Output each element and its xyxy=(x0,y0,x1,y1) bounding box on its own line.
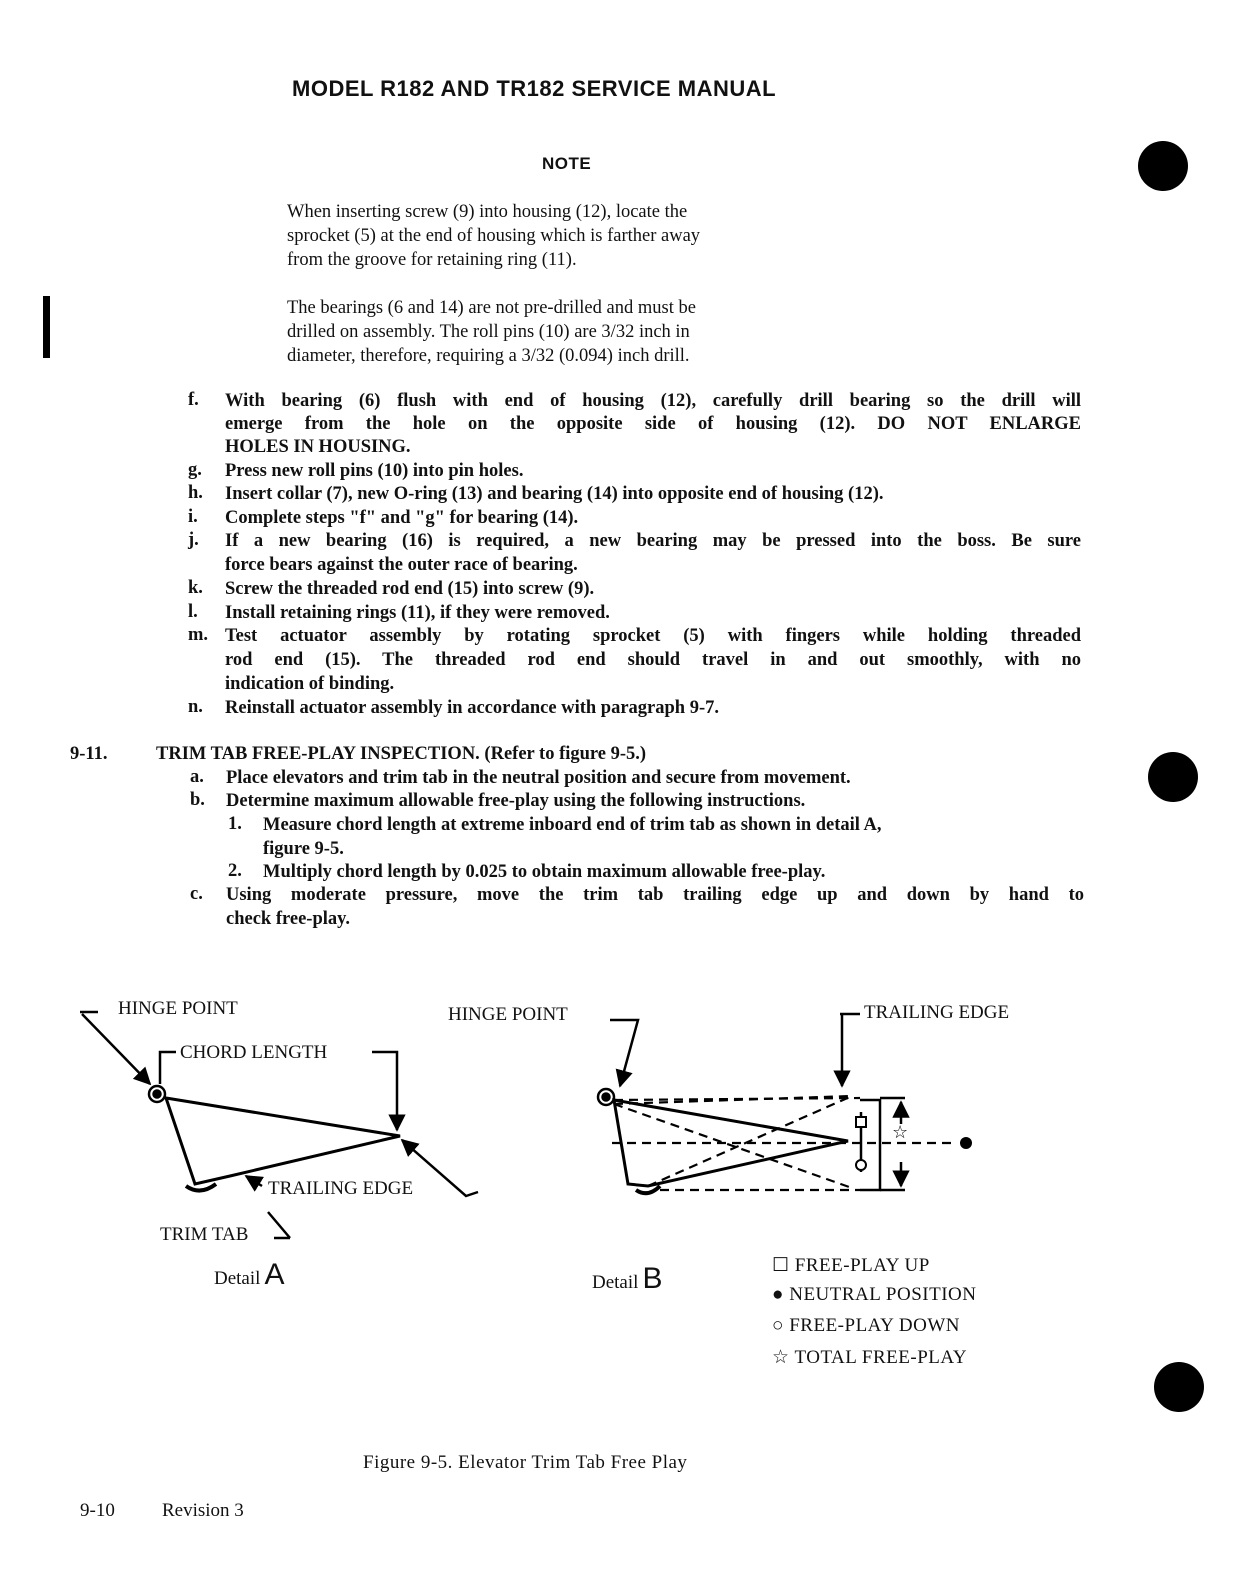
step-text: Screw the threaded rod end (15) into screw (9). xyxy=(225,579,595,599)
note-line: drilled on assembly. The roll pins (10) are 3/32 inch in xyxy=(287,322,690,342)
step-text: Complete steps "f" and "g" for bearing (14). xyxy=(225,508,579,528)
subitem-text: Multiply chord length by 0.025 to obtain maximum allowable free-play. xyxy=(263,862,826,882)
note-line: from the groove for retaining ring (11). xyxy=(287,250,577,270)
step-text: Install retaining rings (11), if they were removed. xyxy=(225,603,610,623)
note-line: diameter, therefore, requiring a 3/32 (0.094) inch drill. xyxy=(287,346,690,366)
star-icon: ☆ xyxy=(772,1347,790,1368)
step-text: Using moderate pressure, move the trim tab trailing edge up and down by hand to xyxy=(226,885,1084,905)
legend-item xyxy=(772,1254,930,1277)
step-text: Reinstall actuator assembly in accordance with paragraph 9-7. xyxy=(225,698,719,718)
free-play-down-marker xyxy=(856,1160,866,1170)
filled-circle-icon: ● xyxy=(772,1284,784,1305)
total-free-play-marker: ☆ xyxy=(892,1122,909,1143)
detail-a-chord-label: CHORD LENGTH xyxy=(180,1042,328,1063)
note-line: When inserting screw (9) into housing (12), locate the xyxy=(287,202,688,222)
step-letter: h. xyxy=(188,483,203,503)
detail-word: Detail xyxy=(214,1268,261,1289)
detail-b-caption xyxy=(592,1262,662,1296)
legend-item xyxy=(772,1346,967,1369)
section-number: 9-11. xyxy=(70,744,108,764)
subitem-number: 2. xyxy=(228,861,242,881)
neutral-point-marker xyxy=(960,1137,972,1149)
detail-a-caption xyxy=(214,1258,284,1292)
step-text: If a new bearing (16) is required, a new bearing may be pressed into the boss. Be sure xyxy=(225,531,1081,551)
note-heading: NOTE xyxy=(542,154,592,173)
detail-b-hinge-label: HINGE POINT xyxy=(448,1004,568,1025)
step-text: rod end (15). The threaded rod end should travel in and out smoothly, with no xyxy=(225,650,1081,670)
page-title: MODEL R182 AND TR182 SERVICE MANUAL xyxy=(292,76,777,101)
note-line: sprocket (5) at the end of housing which is farther away xyxy=(287,226,701,246)
detail-b-trailing-edge-label: TRAILING EDGE xyxy=(864,1002,1010,1023)
step-text: With bearing (6) flush with end of housing (12), carefully drill bearing so the drill will xyxy=(225,391,1081,411)
page-number: 9-10 xyxy=(80,1500,115,1521)
detail-a-trim-tab-label: TRIM TAB xyxy=(160,1224,249,1245)
revision-label: Revision 3 xyxy=(162,1500,244,1521)
step-letter: m. xyxy=(188,625,209,645)
detail-word: Detail xyxy=(592,1272,639,1293)
detail-letter: A xyxy=(264,1258,285,1291)
figure-caption: Figure 9-5. Elevator Trim Tab Free Play xyxy=(363,1452,688,1473)
legend-label: TOTAL FREE-PLAY xyxy=(794,1347,968,1368)
detail-b-drawing xyxy=(598,1014,955,1193)
step-letter: a. xyxy=(190,767,204,787)
legend-item xyxy=(772,1315,960,1337)
legend-label: FREE-PLAY DOWN xyxy=(789,1315,961,1336)
step-letter: b. xyxy=(190,790,205,810)
free-play-up-marker xyxy=(856,1117,866,1127)
step-letter: g. xyxy=(188,460,202,480)
step-text: indication of binding. xyxy=(225,674,395,694)
step-letter: i. xyxy=(188,507,198,527)
step-letter: l. xyxy=(188,602,198,622)
square-icon: ☐ xyxy=(772,1255,790,1276)
step-text: Test actuator assembly by rotating sprocket (5) with fingers while holding threaded xyxy=(225,626,1081,646)
subitem-text: figure 9-5. xyxy=(263,839,344,859)
open-circle-icon: ○ xyxy=(772,1315,784,1336)
step-text: HOLES IN HOUSING. xyxy=(225,437,411,457)
step-text: Insert collar (7), new O-ring (13) and bearing (14) into opposite end of housing (12). xyxy=(225,484,884,504)
step-text: Determine maximum allowable free-play using the following instructions. xyxy=(226,791,806,811)
detail-letter: B xyxy=(642,1262,663,1295)
step-text: Place elevators and trim tab in the neutral position and secure from movement. xyxy=(226,768,851,788)
step-letter: c. xyxy=(190,884,203,904)
legend-item xyxy=(772,1284,977,1306)
step-letter: f. xyxy=(188,390,199,410)
detail-a-trailing-edge-label: TRAILING EDGE xyxy=(268,1178,414,1199)
step-text: force bears against the outer race of bearing. xyxy=(225,555,578,575)
legend-label: NEUTRAL POSITION xyxy=(789,1284,977,1305)
step-letter: n. xyxy=(188,697,203,717)
section-title: TRIM TAB FREE-PLAY INSPECTION. (Refer to figure 9-5.) xyxy=(156,744,647,764)
note-line: The bearings (6 and 14) are not pre-drilled and must be xyxy=(287,298,696,318)
subitem-text: Measure chord length at extreme inboard end of trim tab as shown in detail A, xyxy=(263,815,882,835)
step-text: Press new roll pins (10) into pin holes. xyxy=(225,461,524,481)
step-letter: k. xyxy=(188,578,203,598)
step-text: emerge from the hole on the opposite side of housing (12). DO NOT ENLARGE xyxy=(225,414,1081,434)
detail-a-hinge-label: HINGE POINT xyxy=(118,998,238,1019)
step-text: check free-play. xyxy=(226,909,350,929)
step-letter: j. xyxy=(188,530,199,550)
legend-label: FREE-PLAY UP xyxy=(794,1255,930,1276)
subitem-number: 1. xyxy=(228,814,242,834)
